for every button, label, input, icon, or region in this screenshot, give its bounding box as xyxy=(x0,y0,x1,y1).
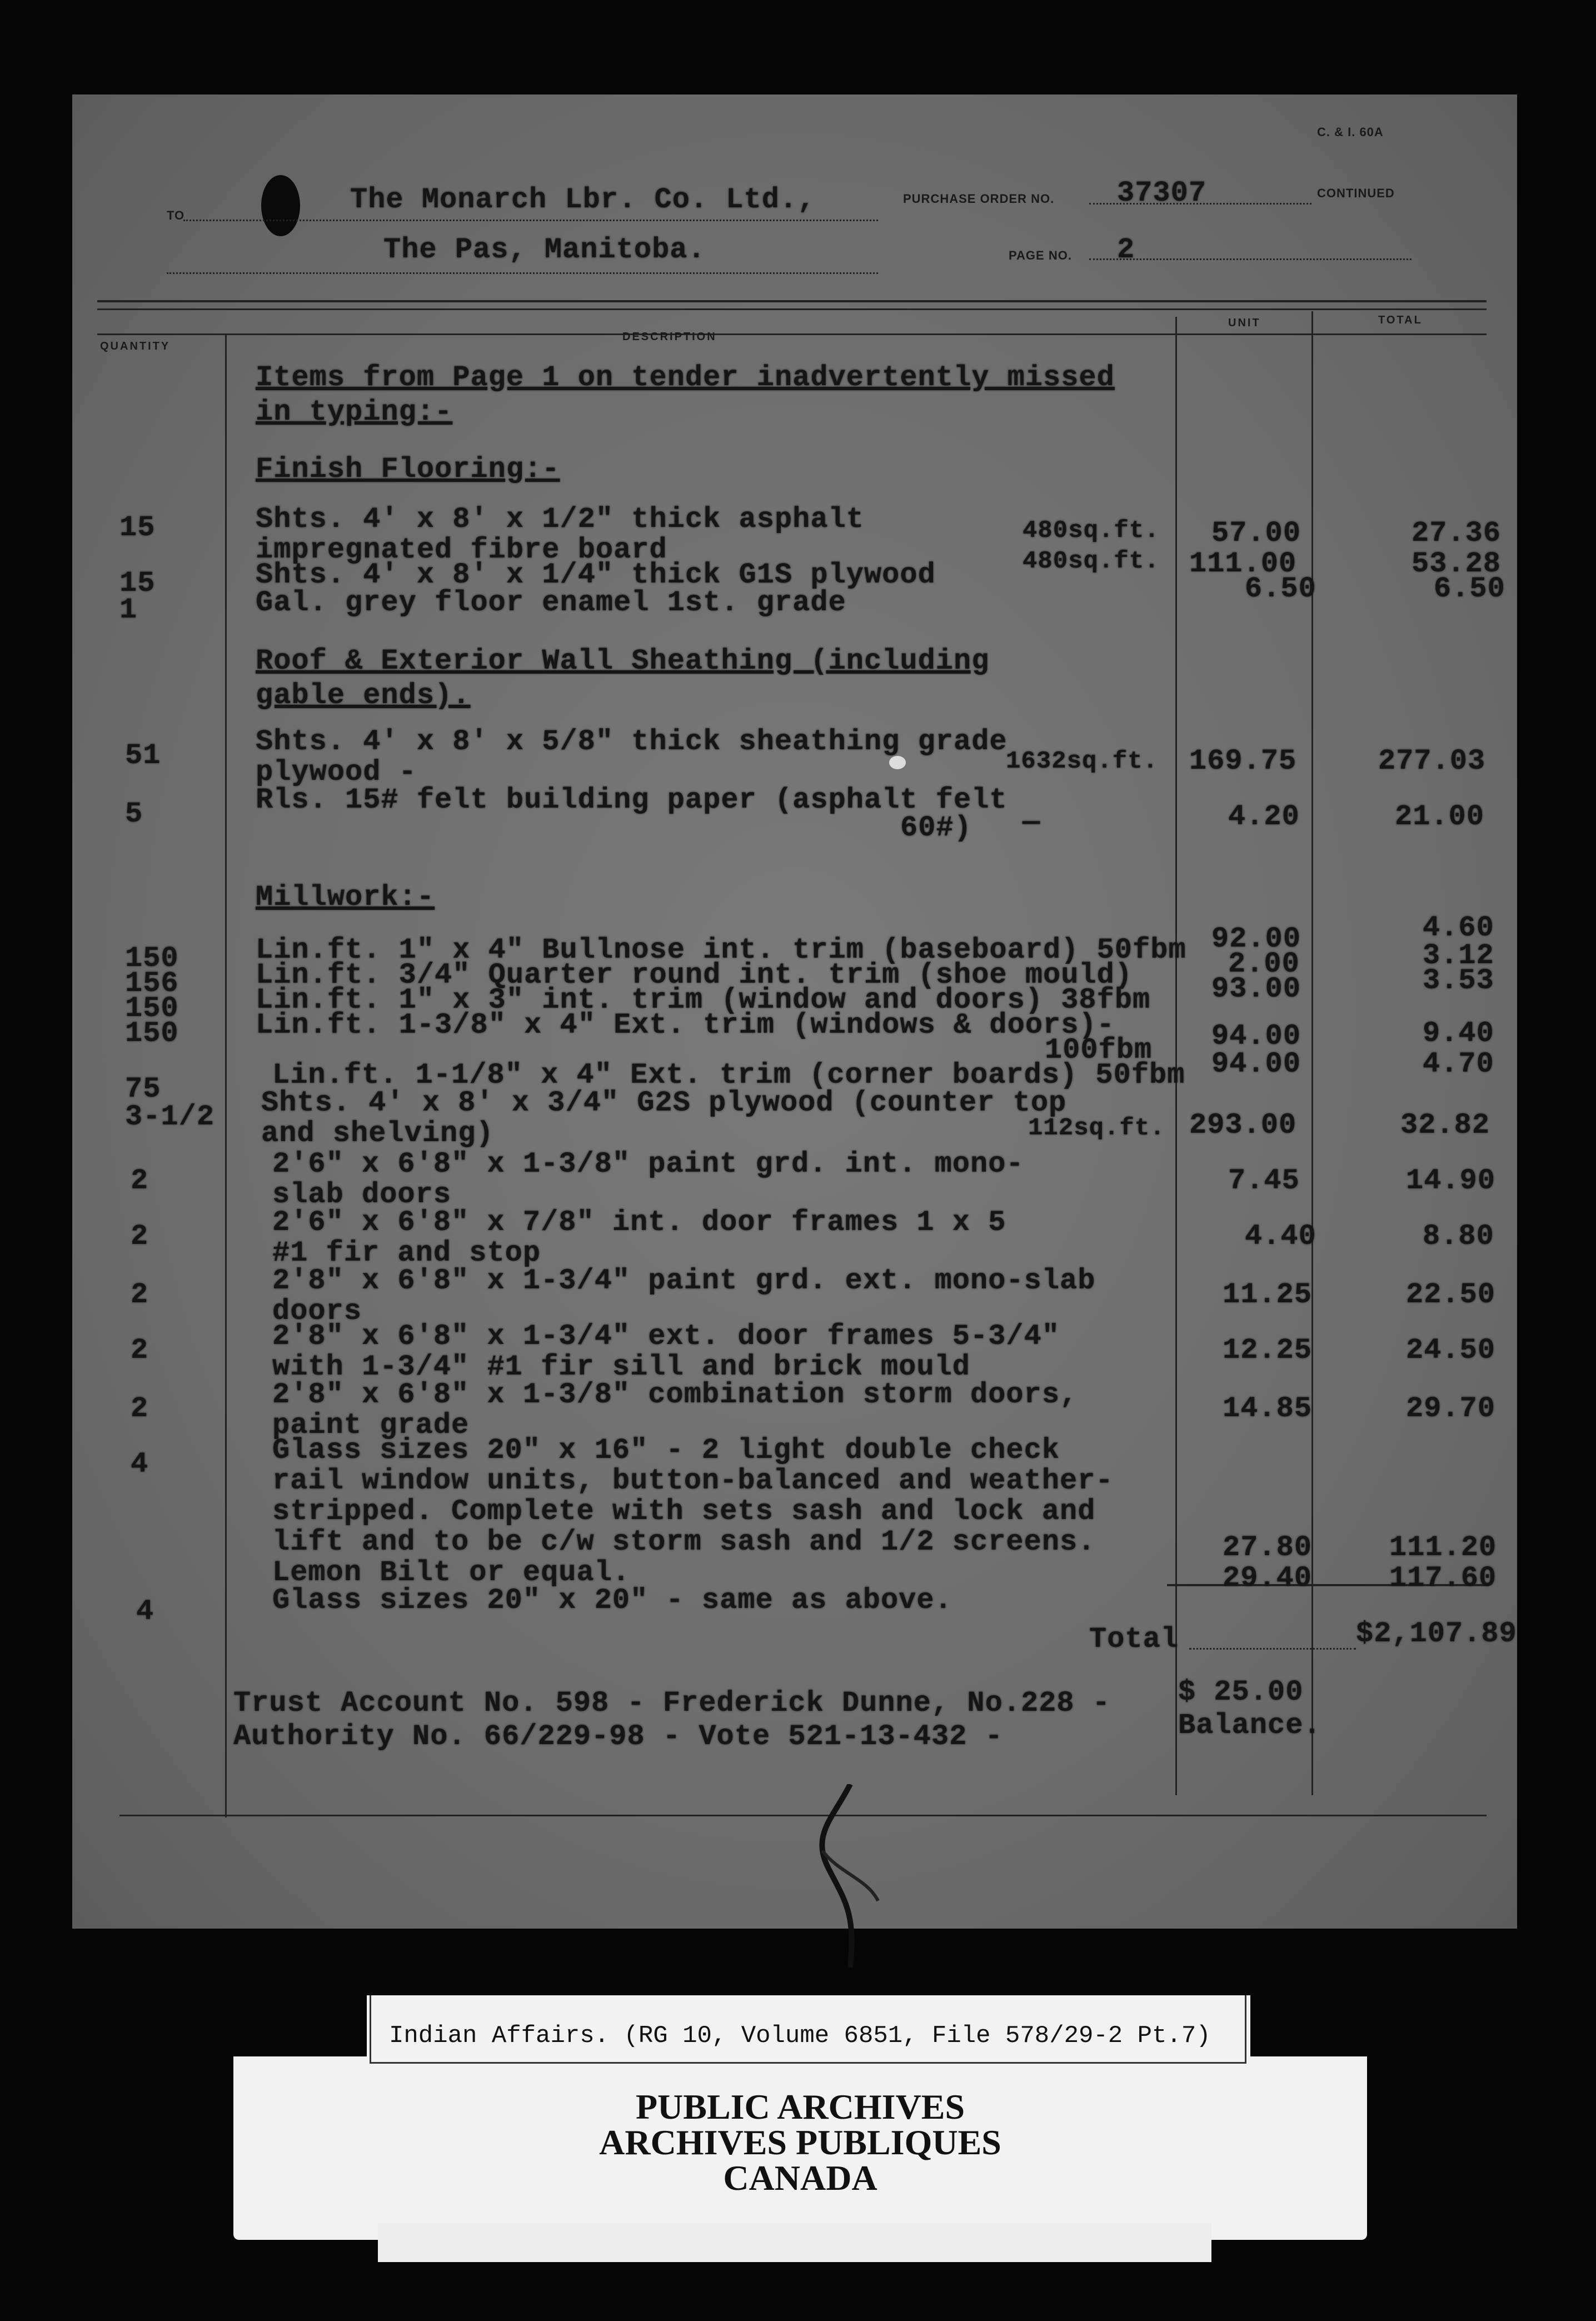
item-qty: 4 xyxy=(131,1448,149,1481)
total-column-header: TOTAL xyxy=(1378,314,1423,326)
item-qty: 51 xyxy=(125,739,161,772)
item-total: 29.70 xyxy=(1406,1392,1496,1425)
item-total: 6.50 xyxy=(1434,572,1505,605)
unit-column-header: UNIT xyxy=(1228,317,1261,329)
item-unit: 11.25 xyxy=(1223,1278,1313,1311)
item-unit: 2.00 xyxy=(1228,948,1300,980)
item-desc: Shts. 4' x 8' x 1/2" thick asphalt xyxy=(256,503,864,536)
item-total: 22.50 xyxy=(1406,1278,1496,1311)
item-measure: 112sq.ft. xyxy=(1028,1114,1165,1142)
item-total: 21.00 xyxy=(1395,800,1485,833)
item-desc: 100fbm xyxy=(1045,1034,1153,1067)
item-total: 4.70 xyxy=(1423,1048,1494,1080)
item-desc: doors xyxy=(272,1295,362,1328)
header-bottom-rule xyxy=(97,333,1487,335)
section-heading-roof-cont: gable ends). xyxy=(256,679,471,712)
item-total: 117.60 xyxy=(1389,1562,1497,1595)
item-measure: — xyxy=(1023,806,1041,839)
item-qty: 2 xyxy=(131,1278,149,1311)
item-total: 24.50 xyxy=(1406,1334,1496,1367)
item-unit: 6.50 xyxy=(1245,572,1316,605)
item-desc: impregnated fibre board xyxy=(256,534,667,566)
item-desc: Lin.ft. 1" x 3" int. trim (window and doors) 38fbm xyxy=(256,984,1151,1017)
page-number: 2 xyxy=(1117,233,1135,266)
item-desc: rail window units, button-balanced and weather- xyxy=(272,1465,1114,1497)
item-total: 277.03 xyxy=(1378,745,1486,778)
item-unit: 4.40 xyxy=(1245,1220,1316,1253)
item-total: 111.20 xyxy=(1389,1531,1497,1564)
item-unit: 12.25 xyxy=(1223,1334,1313,1367)
to-line xyxy=(183,220,878,221)
item-qty: 150 xyxy=(125,992,179,1025)
item-desc: 2'6" x 6'8" x 1-3/8" paint grd. int. mono- xyxy=(272,1148,1024,1181)
item-unit: 92.00 xyxy=(1211,923,1301,955)
item-qty: 1 xyxy=(119,594,138,626)
item-total: 9.40 xyxy=(1423,1017,1494,1050)
archive-country: CANADA xyxy=(723,2158,877,2198)
item-unit: 27.80 xyxy=(1223,1531,1313,1564)
grand-total-label: Total xyxy=(1089,1623,1179,1656)
item-desc: plywood - xyxy=(256,756,417,789)
item-desc: 2'8" x 6'8" x 1-3/4" paint grd. ext. mono-slab xyxy=(272,1264,1096,1297)
binding-string xyxy=(767,1784,900,1968)
item-qty: 2 xyxy=(131,1220,149,1253)
item-desc: Rls. 15# felt building paper (asphalt felt xyxy=(256,784,1008,816)
item-desc: #1 fir and stop xyxy=(272,1237,541,1269)
card-notch-right xyxy=(1250,1995,1367,2056)
item-desc: Gal. grey floor enamel 1st. grade xyxy=(256,586,846,619)
item-unit: 14.85 xyxy=(1223,1392,1313,1425)
item-measure: 480sq.ft. xyxy=(1023,547,1160,575)
total-leader-dots xyxy=(1189,1648,1356,1650)
item-unit: 169.75 xyxy=(1189,745,1297,778)
item-unit: 111.00 xyxy=(1189,547,1297,580)
card-notch-left xyxy=(233,1995,367,2056)
item-total: 27.36 xyxy=(1412,517,1502,550)
archive-name-en: PUBLIC ARCHIVES xyxy=(635,2087,965,2126)
item-qty: 15 xyxy=(119,511,156,544)
continued-label: CONTINUED xyxy=(1317,186,1395,200)
item-unit: 93.00 xyxy=(1211,973,1301,1005)
authority-line: Authority No. 66/229-98 - Vote 521-13-432 - xyxy=(233,1720,1003,1753)
item-desc: Lin.ft. 1-3/8" x 4" Ext. trim (windows & doors)- xyxy=(256,1009,1115,1042)
item-total: 14.90 xyxy=(1406,1164,1496,1197)
item-total: 4.60 xyxy=(1423,912,1494,944)
item-unit: 4.20 xyxy=(1228,800,1300,833)
item-desc: Lin.ft. 3/4" Quarter round int. trim (shoe mould) xyxy=(256,959,1133,992)
ink-stain xyxy=(261,175,300,236)
footer-amount: $ 25.00 xyxy=(1178,1676,1304,1709)
item-unit: 94.00 xyxy=(1211,1020,1301,1053)
section-heading-missed-items-cont: in typing:- xyxy=(256,396,453,429)
item-desc: Shts. 4' x 8' x 5/8" thick sheathing grade xyxy=(256,725,1008,758)
trust-account-line: Trust Account No. 598 - Frederick Dunne, No.228 - xyxy=(233,1687,1111,1720)
table-top-rule xyxy=(97,300,1487,302)
po-label: PURCHASE ORDER NO. xyxy=(903,192,1055,206)
item-desc: lift and to be c/w storm sash and 1/2 screens. xyxy=(272,1526,1096,1558)
unit-column-divider xyxy=(1175,317,1177,1795)
po-number: 37307 xyxy=(1117,177,1207,210)
archive-name-fr: ARCHIVES PUBLIQUES xyxy=(599,2123,1001,2162)
quantity-column-header: QUANTITY xyxy=(100,340,171,352)
item-desc: with 1-3/4" #1 fir sill and brick mould xyxy=(272,1351,970,1383)
item-desc: 2'8" x 6'8" x 1-3/4" ext. door frames 5-3/4" xyxy=(272,1320,1060,1353)
item-desc: paint grade xyxy=(272,1409,470,1442)
card-bottom-strip xyxy=(378,2223,1211,2262)
address-line xyxy=(167,272,878,274)
item-qty: 75 xyxy=(125,1073,161,1105)
item-qty: 4 xyxy=(136,1595,154,1628)
vendor-name: The Monarch Lbr. Co. Ltd., xyxy=(350,183,816,216)
item-unit: 7.45 xyxy=(1228,1164,1300,1197)
item-qty: 5 xyxy=(125,798,143,830)
item-desc: 2'8" x 6'8" x 1-3/8" combination storm doors, xyxy=(272,1378,1078,1411)
quantity-column-divider xyxy=(225,333,227,1817)
item-desc: Shts. 4' x 8' x 1/4" thick G1S plywood xyxy=(256,559,936,591)
item-qty: 2 xyxy=(131,1334,149,1367)
table-top-rule-2 xyxy=(97,308,1487,310)
item-desc: 2'6" x 6'8" x 7/8" int. door frames 1 x 5 xyxy=(272,1206,1006,1239)
item-qty: 15 xyxy=(119,567,156,600)
grand-total: $2,107.89 xyxy=(1356,1617,1517,1650)
page-line xyxy=(1089,258,1412,260)
card-frame-bottom xyxy=(370,2062,1246,2064)
item-desc: Shts. 4' x 8' x 3/4" G2S plywood (counter top xyxy=(261,1087,1067,1119)
card-frame-right xyxy=(1245,1995,1246,2062)
item-total: 53.28 xyxy=(1412,547,1502,580)
item-desc: Lin.ft. 1-1/8" x 4" Ext. trim (corner boards) 50fbm xyxy=(272,1059,1185,1092)
archive-reference: Indian Affairs. (RG 10, Volume 6851, File 578/29-2 Pt.7) xyxy=(389,2022,1211,2050)
item-total: 32.82 xyxy=(1400,1109,1490,1142)
item-qty: 156 xyxy=(125,967,179,1000)
item-desc: Glass sizes 20" x 20" - same as above. xyxy=(272,1584,952,1617)
item-qty: 2 xyxy=(131,1164,149,1197)
item-desc: Lin.ft. 1" x 4" Bullnose int. trim (baseboard) 50fbm xyxy=(256,934,1186,967)
item-qty: 150 xyxy=(125,1017,179,1050)
balance-label: Balance. xyxy=(1178,1709,1321,1742)
item-total: 8.80 xyxy=(1423,1220,1494,1253)
vendor-address: The Pas, Manitoba. xyxy=(383,233,706,266)
form-code: C. & I. 60A xyxy=(1317,125,1384,139)
item-unit: 29.40 xyxy=(1223,1562,1313,1595)
item-unit: 94.00 xyxy=(1211,1048,1301,1080)
section-heading-flooring: Finish Flooring:- xyxy=(256,453,560,486)
item-desc: Glass sizes 20" x 16" - 2 light double check xyxy=(272,1434,1060,1467)
po-line xyxy=(1089,203,1311,205)
card-frame-left xyxy=(370,1995,371,2062)
description-column-header: DESCRIPTION xyxy=(622,331,717,343)
item-desc: stripped. Complete with sets sash and lock and xyxy=(272,1495,1096,1528)
item-total: 3.12 xyxy=(1423,939,1494,972)
item-measure: 1632sq.ft. xyxy=(1006,748,1159,775)
item-unit: 293.00 xyxy=(1189,1109,1297,1142)
section-heading-millwork: Millwork:- xyxy=(256,881,435,914)
item-desc: 60#) xyxy=(900,811,972,844)
item-total: 3.53 xyxy=(1423,964,1494,997)
item-measure: 480sq.ft. xyxy=(1023,517,1160,545)
item-qty: 2 xyxy=(131,1392,149,1425)
section-heading-roof: Roof & Exterior Wall Sheathing (including xyxy=(256,645,990,678)
item-desc: slab doors xyxy=(272,1178,452,1211)
page-label: PAGE NO. xyxy=(1009,248,1072,262)
section-heading-missed-items: Items from Page 1 on tender inadvertently missed xyxy=(256,361,1115,394)
item-desc: and shelving) xyxy=(261,1117,494,1150)
to-label: TO xyxy=(167,208,185,222)
item-qty: 150 xyxy=(125,942,179,975)
item-qty: 3-1/2 xyxy=(125,1100,215,1133)
item-unit: 57.00 xyxy=(1211,517,1301,550)
item-desc: Lemon Bilt or equal. xyxy=(272,1556,631,1589)
